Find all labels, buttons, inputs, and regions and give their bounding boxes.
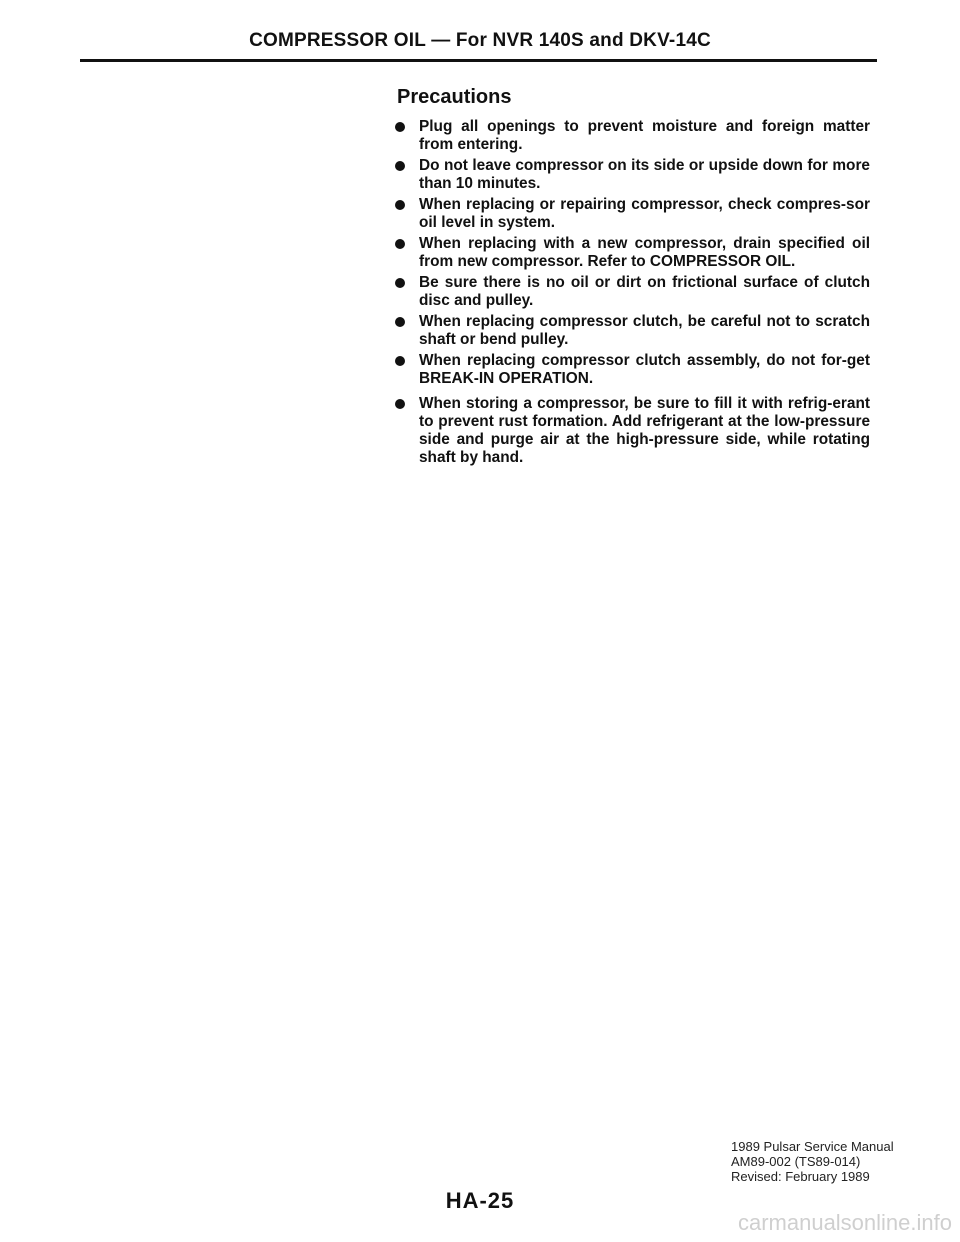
precaution-text: Be sure there is no oil or dirt on frictional surface of clutch disc and pulley. bbox=[419, 274, 870, 309]
precaution-item bbox=[394, 313, 870, 349]
watermark-text: carmanualsonline.info bbox=[737, 1210, 952, 1235]
bullet-icon bbox=[395, 278, 405, 288]
bullet-icon bbox=[395, 122, 405, 132]
precaution-item bbox=[394, 352, 870, 388]
precaution-list bbox=[394, 118, 870, 470]
precaution-text: Plug all openings to prevent moisture and foreign matter from entering. bbox=[419, 118, 870, 153]
precaution-item bbox=[394, 395, 870, 467]
page-number: HA-25 bbox=[445, 1188, 515, 1213]
bullet-icon bbox=[395, 200, 405, 210]
precaution-text: When replacing or repairing compressor, check compres-sor oil level in system. bbox=[419, 196, 870, 231]
precaution-text: When replacing with a new compressor, drain specified oil from new compressor. Refer to COMPRESSOR OIL. bbox=[419, 235, 870, 270]
bullet-icon bbox=[395, 161, 405, 171]
precaution-text: When replacing compressor clutch, be careful not to scratch shaft or bend pulley. bbox=[419, 313, 870, 348]
manual-code: AM89-002 (TS89-014) bbox=[731, 1154, 861, 1169]
bullet-icon bbox=[395, 239, 405, 249]
manual-info-block bbox=[731, 1139, 894, 1184]
precaution-item bbox=[394, 196, 870, 232]
section-title: Precautions bbox=[397, 86, 512, 108]
manual-revision: Revised: February 1989 bbox=[731, 1169, 870, 1184]
bullet-icon bbox=[395, 317, 405, 327]
precaution-text: When storing a compressor, be sure to fill it with refrig-erant to prevent rust formation. Add refrigerant at the low-pressure side and purge air at the high-pressure side, while rotating shaft by hand. bbox=[419, 395, 870, 466]
page-header-title: COMPRESSOR OIL — For NVR 140S and DKV-14C bbox=[249, 30, 711, 51]
precaution-text: Do not leave compressor on its side or upside down for more than 10 minutes. bbox=[419, 157, 870, 192]
bullet-icon bbox=[395, 399, 405, 409]
header-rule bbox=[80, 59, 877, 62]
precaution-item bbox=[394, 157, 870, 193]
precaution-text: When replacing compressor clutch assembly, do not for-get BREAK-IN OPERATION. bbox=[419, 352, 870, 387]
precaution-item bbox=[394, 274, 870, 310]
bullet-icon bbox=[395, 356, 405, 366]
precaution-item bbox=[394, 118, 870, 154]
precaution-item bbox=[394, 235, 870, 271]
manual-title: 1989 Pulsar Service Manual bbox=[731, 1139, 894, 1154]
